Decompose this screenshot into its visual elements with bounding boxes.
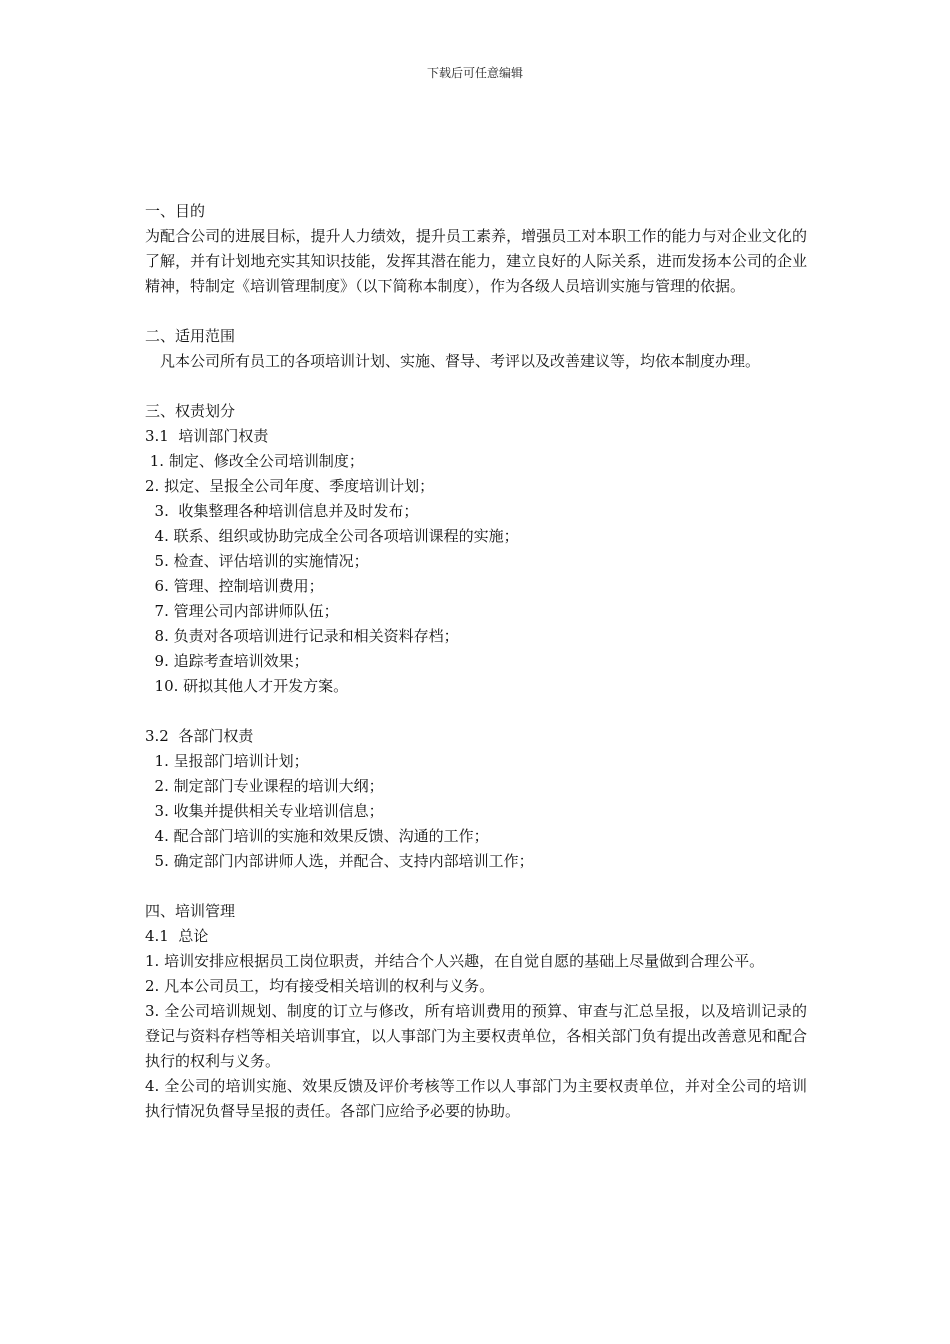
subsection-3-1-title: 3.1 培训部门权责 [145, 427, 269, 445]
list-item: 1. 制定、修改全公司培训制度； [145, 452, 364, 470]
document-body [145, 199, 807, 1124]
list-item: 5. 确定部门内部讲师人选，并配合、支持内部培训工作； [145, 852, 534, 870]
section-3-title: 三、权责划分 [145, 402, 236, 420]
list-item: 4. 全公司的培训实施、效果反馈及评价考核等工作以人事部门为主要权责单位，并对全公司的培训执行情况负督导呈报的责任。各部门应给予必要的协助。 [145, 1077, 807, 1120]
list-item: 9. 追踪考查培训效果； [145, 652, 309, 670]
spacer [145, 699, 807, 724]
page-header: 下载后可任意编辑 [426, 66, 523, 80]
section-2-paragraph: 凡本公司所有员工的各项培训计划、实施、督导、考评以及改善建议等，均依本制度办理。 [160, 352, 761, 370]
list-item: 2. 制定部门专业课程的培训大纲； [145, 777, 384, 795]
subsection-4-1-title: 4.1 总论 [145, 927, 209, 945]
list-item: 4. 配合部门培训的实施和效果反馈、沟通的工作； [145, 827, 489, 845]
spacer [145, 374, 807, 399]
list-item: 3. 收集并提供相关专业培训信息； [145, 802, 384, 820]
list-item: 1. 培训安排应根据员工岗位职责，并结合个人兴趣，在自觉自愿的基础上尽量做到合理公平。 [145, 952, 765, 970]
list-item: 1. 呈报部门培训计划； [145, 752, 309, 770]
section-1-paragraph: 为配合公司的进展目标，提升人力绩效，提升员工素养，增强员工对本职工作的能力与对企业文化的了解，并有计划地充实其知识技能，发挥其潜在能力，建立良好的人际关系，进而发扬本公司的企业精神，特制定《培训管理制度》（以下简称本制度），作为各级人员培训实施与管理的依据。 [145, 227, 807, 295]
list-item: 3. 收集整理各种培训信息并及时发布； [145, 502, 419, 520]
list-item: 7. 管理公司内部讲师队伍； [145, 602, 339, 620]
spacer [145, 299, 807, 324]
list-item: 5. 检查、评估培训的实施情况； [145, 552, 369, 570]
list-item: 6. 管理、控制培训费用； [145, 577, 324, 595]
list-item: 10. 研拟其他人才开发方案。 [145, 677, 349, 695]
list-item: 2. 拟定、呈报全公司年度、季度培训计划； [145, 477, 435, 495]
section-4-title: 四、培训管理 [145, 902, 236, 920]
list-item: 3. 全公司培训规划、制度的订立与修改，所有培训费用的预算、审查与汇总呈报，以及培训记录的登记与资料存档等相关培训事宜，以人事部门为主要权责单位，各相关部门负有提出改善意见和配合执行的权利与义务。 [145, 1002, 807, 1070]
list-item: 8. 负责对各项培训进行记录和相关资料存档； [145, 627, 459, 645]
subsection-3-2-title: 3.2 各部门权责 [145, 727, 254, 745]
section-1-title: 一、目的 [145, 202, 206, 220]
list-item: 2. 凡本公司员工，均有接受相关培训的权利与义务。 [145, 977, 495, 995]
list-item: 4. 联系、组织或协助完成全公司各项培训课程的实施； [145, 527, 519, 545]
section-2-title: 二、适用范围 [145, 327, 236, 345]
spacer [145, 874, 807, 899]
